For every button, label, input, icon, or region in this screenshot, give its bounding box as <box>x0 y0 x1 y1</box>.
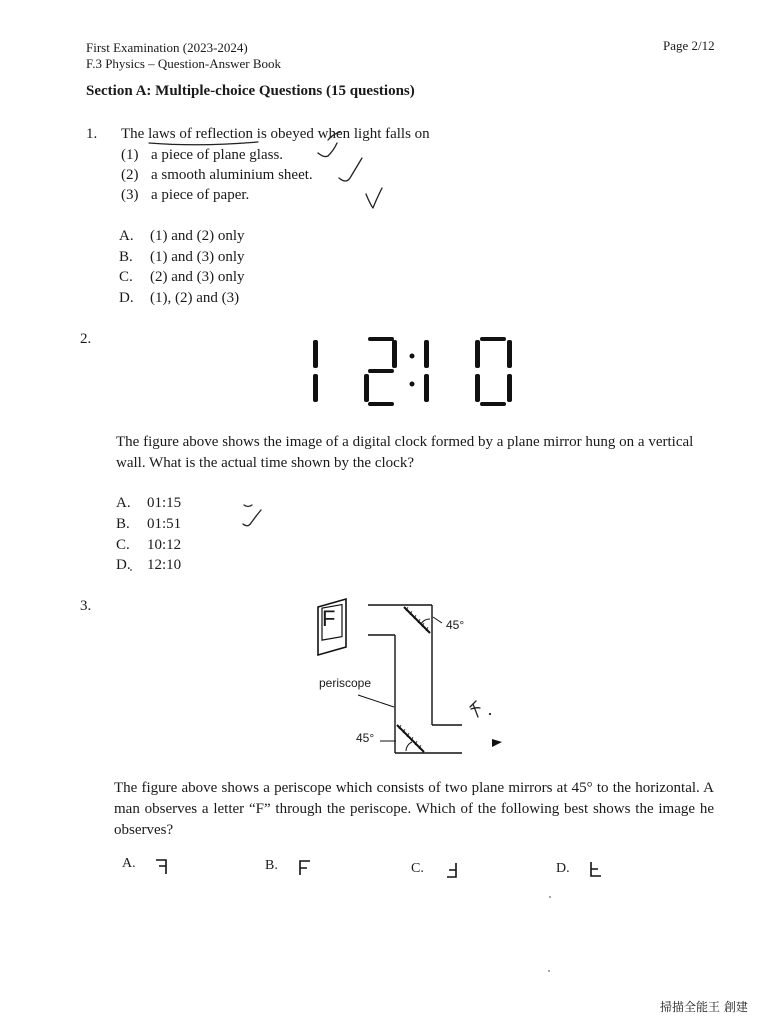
option-label: D. <box>116 557 131 573</box>
check-mark-2 <box>339 158 362 181</box>
option-label: D. <box>556 861 570 876</box>
option-label: A. <box>119 228 134 244</box>
q3-option-a-glyph <box>154 857 170 877</box>
q3-option-d[interactable] <box>556 861 570 877</box>
q3-option-c-glyph <box>444 860 460 880</box>
angle-bottom-label: 45° <box>356 731 375 745</box>
option-label: A. <box>116 495 131 511</box>
check-mark-q2b <box>243 510 261 526</box>
option-text: (1) and (2) only <box>150 228 245 244</box>
statement-label: (2) <box>121 167 139 183</box>
section-title: Section A: Multiple-choice Questions (15 questions) <box>86 83 415 99</box>
q3-option-b[interactable] <box>265 858 278 874</box>
option-text: 12:10 <box>147 557 182 573</box>
statement-text: a piece of paper. <box>151 187 250 203</box>
option-label: B. <box>116 516 130 532</box>
check-mark-3 <box>366 188 382 208</box>
q2-option-c[interactable] <box>116 537 181 554</box>
option-label: B. <box>119 249 133 265</box>
periscope-label: periscope <box>319 676 372 690</box>
question-3-text: The figure above shows a periscope which consists of two plane mirrors at 45° to the horizontal. A man observes a letter “F” through the periscope. Which of the following best shows the image he observes? <box>114 780 714 838</box>
option-text: (2) and (3) only <box>150 269 245 285</box>
question-3-number: 3. <box>80 598 92 614</box>
q3-option-b-glyph <box>297 858 313 878</box>
statement-text: a piece of plane glass. <box>151 147 284 163</box>
q3-option-a[interactable] <box>122 856 136 872</box>
book-title: F.3 Physics – Question-Answer Book <box>86 56 282 71</box>
option-label: C. <box>119 269 133 285</box>
option-text: 10:12 <box>147 537 182 553</box>
mirrored-clock-figure <box>300 334 530 410</box>
option-label: C. <box>116 537 130 553</box>
option-label: C. <box>411 861 424 876</box>
q3-option-d-glyph <box>588 859 604 879</box>
stem-underlined: laws of reflection <box>148 126 254 142</box>
exam-title: First Examination (2023-2024) <box>86 40 248 55</box>
question-2-number: 2. <box>80 331 92 347</box>
option-label: A. <box>122 856 136 871</box>
underline-mark <box>149 142 258 145</box>
q3-option-c[interactable] <box>411 861 424 877</box>
figure-letter-f: F <box>322 606 336 631</box>
handwritten-note <box>700 700 701 701</box>
stroke-mark <box>328 132 340 140</box>
stem-part: is obeyed when light falls on <box>253 126 430 142</box>
q2-option-a[interactable] <box>116 495 181 512</box>
check-mark-1 <box>318 143 337 157</box>
statement-label: (3) <box>121 187 139 203</box>
question-2-text: The figure above shows the image of a digital clock formed by a plane mirror hung on a vertical wall. What is the actual time shown by the clock? <box>116 434 694 471</box>
option-label: D. <box>119 290 134 306</box>
scanner-watermark: 掃描全能王 創建 <box>660 1000 748 1014</box>
page-number: Page 2/12 <box>663 38 715 53</box>
check-mark-q2a <box>244 505 252 507</box>
option-label: B. <box>265 858 278 873</box>
statement-label: (1) <box>121 147 139 163</box>
statement-text: a smooth aluminium sheet. <box>151 167 313 183</box>
option-text: (1), (2) and (3) <box>150 290 240 306</box>
option-text: 01:51 <box>147 516 182 532</box>
stem-part: The <box>121 126 149 142</box>
q2-option-b[interactable] <box>116 516 181 533</box>
angle-top-label: 45° <box>446 618 465 632</box>
option-text: (1) and (3) only <box>150 249 245 265</box>
option-text: 01:15 <box>147 495 182 511</box>
q2-option-d[interactable] <box>116 557 181 574</box>
question-1-number: 1. <box>86 126 98 142</box>
